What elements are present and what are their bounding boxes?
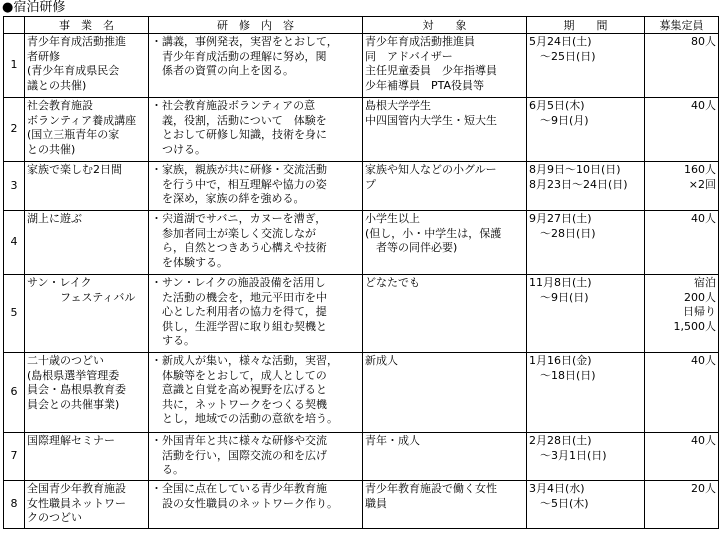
row-number: 2 xyxy=(4,98,25,162)
event-name: サン・レイク フェスティバル xyxy=(25,275,149,353)
event-target: 家族や知人などの小グルー プ xyxy=(363,162,527,211)
event-name: 湖上に遊ぶ xyxy=(25,211,149,275)
table-row xyxy=(4,481,719,529)
event-capacity: 40人 xyxy=(645,98,719,162)
event-content: ・講義，事例発表，実習をとおして， 青少年育成活動の理解に努め，関 係者の資質の向上を図る。 xyxy=(149,34,363,98)
event-target: 青少年教育施設で働く女性 職員 xyxy=(363,481,527,529)
event-capacity: 40人 xyxy=(645,211,719,275)
event-name: 全国青少年教育施設 女性職員ネットワー クのつどい xyxy=(25,481,149,529)
event-target: どなたでも xyxy=(363,275,527,353)
event-period: 11月8日(土) 〜9日(日) xyxy=(527,275,645,353)
event-period: 3月4日(水) 〜5日(木) xyxy=(527,481,645,529)
event-target: 新成人 xyxy=(363,353,527,433)
event-period: 8月9日〜10日(日) 8月23日〜24日(日) xyxy=(527,162,645,211)
event-name: 二十歳のつどい (島根県選挙管理委 員会・島根県教育委 員会との共催事業) xyxy=(25,353,149,433)
event-content: ・サン・レイクの施設設備を活用し た活動の機会を，地元平田市を中 心とした利用者の協力を得て，提 供し，生涯学習に取り組む契機と する。 xyxy=(149,275,363,353)
table-row xyxy=(4,211,719,275)
header-row xyxy=(4,17,719,34)
header-content: 研 修 内 容 xyxy=(149,17,363,34)
header-no xyxy=(4,17,25,34)
event-content: ・家族，親族が共に研修・交流活動 を行う中で，相互理解や協力の姿 を深め，家族の絆を強める。 xyxy=(149,162,363,211)
event-target: 小学生以上 (但し，小・中学生は，保護 者等の同伴必要) xyxy=(363,211,527,275)
event-name: 家族で楽しむ2日間 xyxy=(25,162,149,211)
header-name: 事 業 名 xyxy=(25,17,149,34)
event-capacity: 40人 xyxy=(645,353,719,433)
event-content: ・新成人が集い，様々な活動，実習， 体験等をとおして，成人としての 意識と自覚を高め視野を広げると 共に，ネットワークをつくる契機 とし，地域での活動の意欲を培う。 xyxy=(149,353,363,433)
event-capacity: 160人 ×2回 xyxy=(645,162,719,211)
event-content: ・外国青年と共に様々な研修や交流 活動を行い，国際交流の和を広げ る。 xyxy=(149,433,363,481)
event-name: 社会教育施設 ボランティア養成講座 (国立三瓶青年の家 との共催) xyxy=(25,98,149,162)
row-number: 8 xyxy=(4,481,25,529)
event-capacity: 宿泊 200人 日帰り 1,500人 xyxy=(645,275,719,353)
event-period: 1月16日(金) 〜18日(日) xyxy=(527,353,645,433)
event-name: 国際理解セミナー xyxy=(25,433,149,481)
table-row xyxy=(4,162,719,211)
row-number: 6 xyxy=(4,353,25,433)
event-capacity: 40人 xyxy=(645,433,719,481)
row-number: 4 xyxy=(4,211,25,275)
training-table xyxy=(3,16,719,529)
event-name: 青少年育成活動推進 者研修 (青少年育成県民会 議との共催) xyxy=(25,34,149,98)
table-row xyxy=(4,34,719,98)
event-period: 2月28日(土) 〜3月1日(日) xyxy=(527,433,645,481)
table-row xyxy=(4,433,719,481)
header-period: 期 間 xyxy=(527,17,645,34)
table-row xyxy=(4,275,719,353)
row-number: 5 xyxy=(4,275,25,353)
event-target: 青少年育成活動推進員 同 アドバイザー 主任児童委員 少年指導員 少年補導員 PTA役員等 xyxy=(363,34,527,98)
event-period: 6月5日(木) 〜9日(月) xyxy=(527,98,645,162)
event-content: ・全国に点在している青少年教育施 設の女性職員のネットワーク作り。 xyxy=(149,481,363,529)
event-target: 島根大学学生 中四国管内大学生・短大生 xyxy=(363,98,527,162)
event-period: 5月24日(土) 〜25日(日) xyxy=(527,34,645,98)
header-capacity: 募集定員 xyxy=(645,17,719,34)
section-title: ●宿泊研修 xyxy=(2,0,66,15)
event-target: 青年・成人 xyxy=(363,433,527,481)
event-capacity: 20人 xyxy=(645,481,719,529)
event-content: ・宍道湖でサバニ，カヌーを漕ぎ， 参加者同士が楽しく交流しなが ら，自然とつきあう心構えや技術 を体験する。 xyxy=(149,211,363,275)
row-number: 1 xyxy=(4,34,25,98)
row-number: 3 xyxy=(4,162,25,211)
table-row xyxy=(4,98,719,162)
row-number: 7 xyxy=(4,433,25,481)
event-capacity: 80人 xyxy=(645,34,719,98)
event-content: ・社会教育施設ボランティアの意 義，役割，活動について 体験を とおして研修し知識，技術を身に つける。 xyxy=(149,98,363,162)
event-period: 9月27日(土) 〜28日(日) xyxy=(527,211,645,275)
header-target: 対 象 xyxy=(363,17,527,34)
table-row xyxy=(4,353,719,433)
